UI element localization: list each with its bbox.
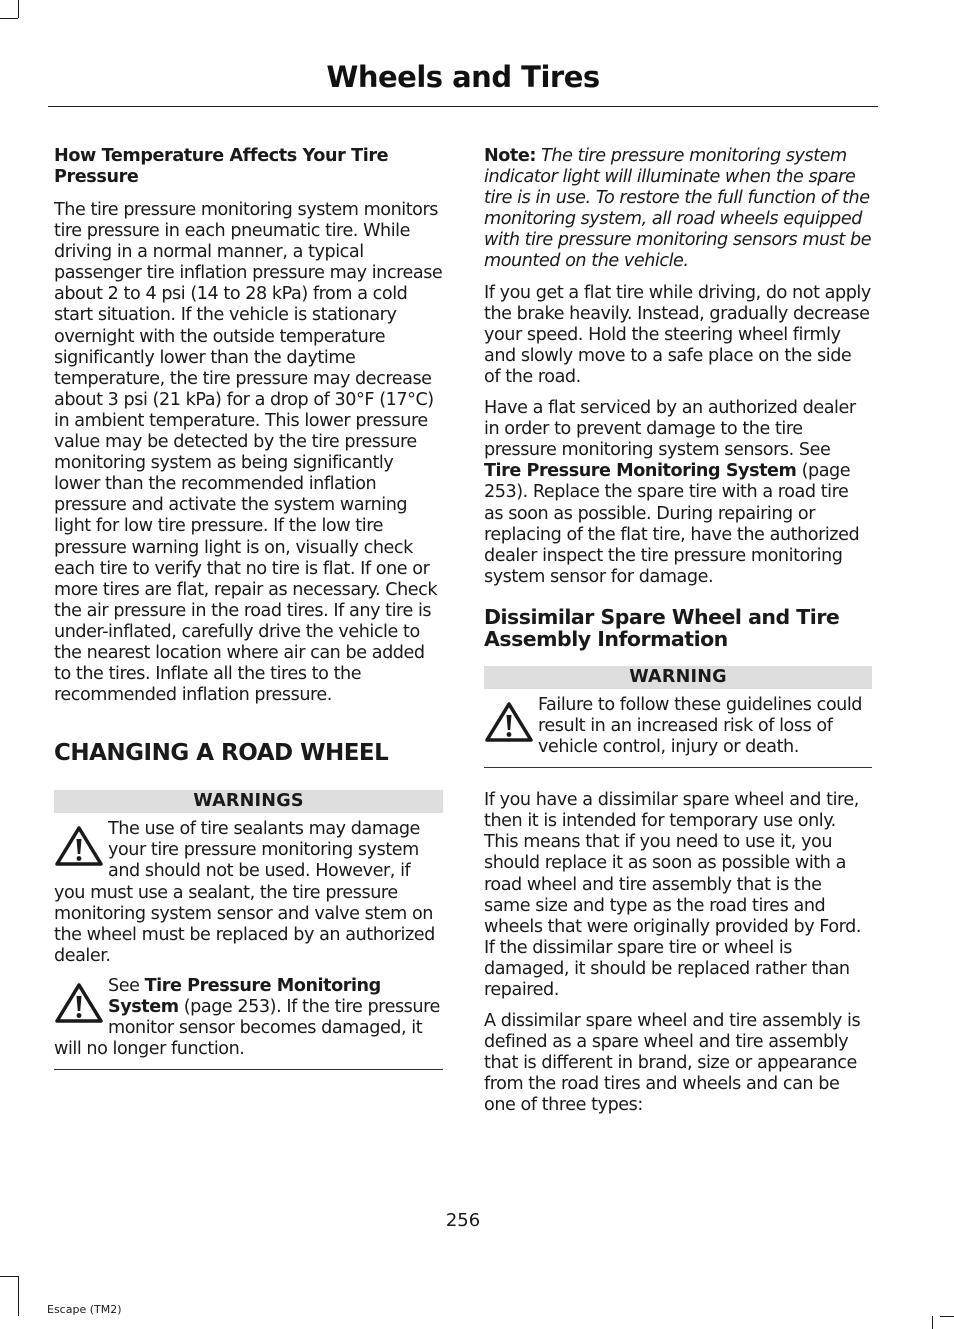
tpms-cross-reference-link[interactable]: Tire Pressure Monitoring System — [108, 975, 381, 1017]
warning-text-sensor — [54, 976, 443, 1060]
subheading-temperature: How Temperature Affects Your Tire Pressure — [54, 146, 389, 187]
crop-mark — [18, 0, 19, 18]
temperature-paragraph: The tire pressure monitoring system monitors tire pressure in each pneumatic tire. While driving in a normal manner, a typical passenger tire inflation pressure may increase about 2 to 4 psi (14 to 28 kPa) from a cold start situation. If the vehicle is stationary overnight with the outside temperature significantly lower than the daytime temperature, the tire pressure may decrease about 3 psi (21 kPa) for a drop of 30°F (17°C) in ambient temperature. This lower pressure value may be detected by the tire pressure monitoring system as being significantly lower than the recommended inflation pressure and activate the system warning light for low tire pressure. If the low tire pressure warning light is on, visually check each tire to verify that no tire is flat. If one or more tires are flat, repair as necessary. Check the air pressure in the road tires. If any tire is under-inflated, carefully drive the vehicle to the nearest location where air can be added to the tires. Inflate all the tires to the recommended inflation pressure. — [54, 200, 443, 706]
crop-mark — [0, 18, 18, 19]
left-column — [54, 146, 443, 1070]
warning-text-prefix: See — [108, 975, 145, 996]
note-paragraph — [484, 146, 872, 273]
flat-service-prefix: Have a flat serviced by an authorized dealer in order to prevent damage to the tire pressure monitoring system sensors. See — [484, 398, 856, 461]
warning-text-guidelines: Failure to follow these guidelines could result in an increased risk of loss of vehicle control, injury or death. — [538, 694, 863, 758]
warning-item-sensor — [54, 976, 443, 1060]
warning-triangle-icon — [484, 701, 534, 743]
crop-mark — [0, 1276, 18, 1277]
footer-model: Escape (TM2) — [47, 1303, 122, 1316]
right-column — [484, 146, 872, 1127]
warning-end-divider — [484, 767, 872, 768]
warnings-banner: WARNINGS — [54, 790, 443, 813]
crop-mark — [18, 1276, 19, 1316]
flat-service-suffix: (page 253). Replace the spare tire with a road tire as soon as possible. During repairing or replacing of the flat tire, have the authorized dealer inspect the tire pressure monitoring system sensor for damage. — [484, 461, 860, 587]
subheading-dissimilar-spare: Dissimilar Spare Wheel and Tire Assembly Information — [484, 604, 840, 651]
warning-triangle-icon — [54, 825, 104, 867]
note-label: Note: — [484, 146, 536, 166]
warning-item-guidelines — [484, 695, 872, 758]
header-divider — [48, 106, 878, 107]
dissimilar-definition-paragraph: A dissimilar spare wheel and tire assembly is defined as a spare wheel and tire assembly that is different in brand, size or appearance from the road tires and wheels and can be one of three types: — [484, 1011, 861, 1116]
crop-mark — [932, 1316, 933, 1329]
dissimilar-spare-paragraph: If you have a dissimilar spare wheel and tire, then it is intended for temporary use only. This means that if you need to use it, you should replace it as soon as possible with a road wheel and tire assembly that is the same size and type as the road tires and wheels that were originally provided by Ford. If the dissimilar spare tire or wheel is damaged, it should be replaced rather than repaired. — [484, 790, 861, 1000]
crop-mark — [940, 1316, 954, 1317]
flat-tire-paragraph: If you get a flat tire while driving, do not apply the brake heavily. Instead, gradually decrease your speed. Hold the steering wheel firmly and slowly move to a safe place on the side of the road. — [484, 282, 871, 387]
note-text: The tire pressure monitoring system indicator light will illuminate when the spare tire is in use. To restore the full function of the monitoring system, all road wheels equipped with tire pressure monitoring sensors must be mounted on the vehicle. — [484, 146, 872, 272]
page-title: Wheels and Tires — [326, 60, 600, 94]
warning-text-sealants: The use of tire sealants may damage your tire pressure monitoring system and should not be used. However, if you must use a sealant, the tire pressure monitoring system sensor and valve stem on the wheel must be replaced by an authorized dealer. — [54, 819, 435, 966]
section-title-changing-road-wheel: CHANGING A ROAD WHEEL — [54, 740, 389, 767]
page-number: 256 — [445, 1210, 481, 1231]
warning-item-sealants — [54, 819, 443, 967]
tpms-cross-reference-link[interactable]: Tire Pressure Monitoring System — [484, 461, 797, 482]
warning-banner: WARNING — [484, 666, 872, 689]
flat-service-paragraph — [484, 398, 872, 588]
warning-text-suffix: (page 253). If the tire pressure monitor sensor becomes damaged, it will no longer function. — [54, 997, 440, 1060]
warnings-end-divider — [54, 1069, 443, 1070]
warning-triangle-icon — [54, 982, 104, 1024]
